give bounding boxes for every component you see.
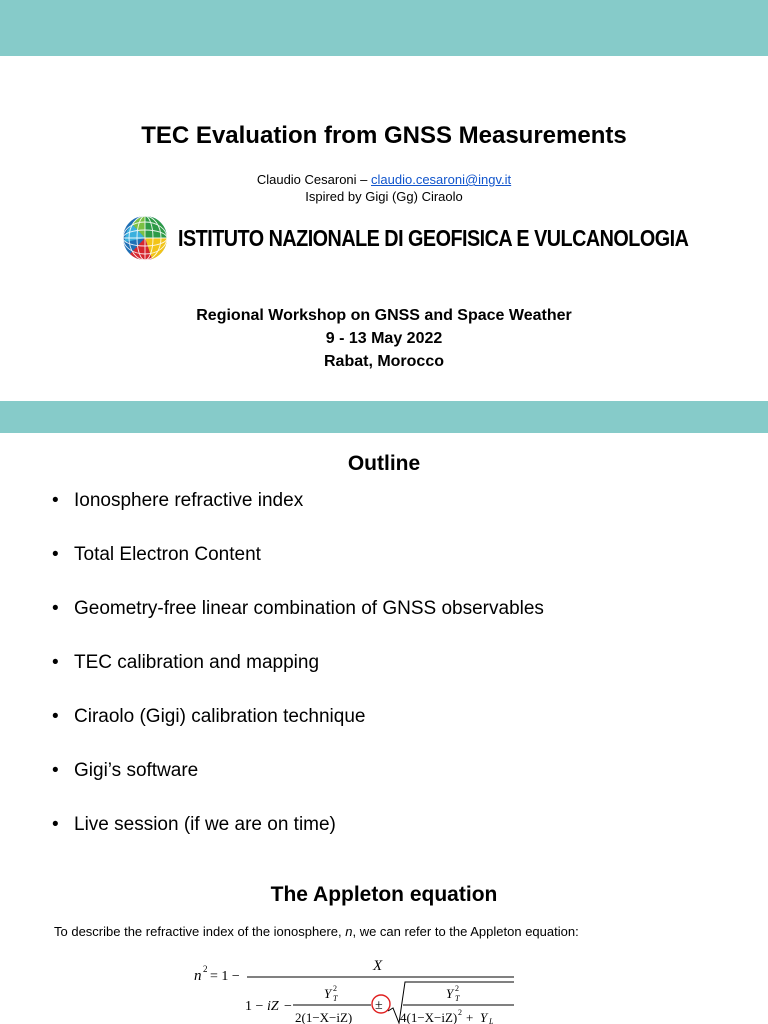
workshop-info [0, 304, 768, 373]
bullet-icon: • [52, 814, 59, 835]
bullet-icon: • [52, 706, 59, 727]
outline-item: • Live session (if we are on time) [52, 802, 752, 856]
outline-item: • Ionosphere refractive index [52, 478, 752, 532]
author-name: Claudio Cesaroni – [256, 172, 372, 187]
slide-title: TEC Evaluation from GNSS Measurements [141, 122, 627, 149]
author-email-link[interactable]: claudio.cesaroni@ingv.it [371, 172, 512, 187]
globe-logo-icon [122, 215, 168, 261]
author-line [0, 172, 768, 187]
svg-text:4(1−X−iZ): 4(1−X−iZ) [400, 1010, 458, 1024]
svg-text:X: X [373, 958, 383, 974]
outline-title: Outline [347, 452, 421, 475]
inspired-by: Ispired by Gigi (Gg) Ciraolo [305, 189, 463, 204]
bullet-icon: • [52, 652, 59, 673]
workshop-title: Regional Workshop on GNSS and Space Weather [196, 307, 572, 324]
svg-text:2: 2 [455, 984, 459, 993]
outline-item: • Ciraolo (Gigi) calibration technique [52, 694, 752, 748]
svg-text:2: 2 [333, 984, 337, 993]
svg-text:−: − [284, 999, 292, 1014]
institute-name: ISTITUTO NAZIONALE DI GEOFISICA E VULCANOLOGIA [178, 224, 689, 251]
svg-text:2: 2 [203, 964, 208, 974]
outline-item: • TEC calibration and mapping [52, 640, 752, 694]
svg-text:Y: Y [446, 986, 454, 1001]
svg-text:n: n [194, 968, 202, 984]
outline-item: • Geometry-free linear combination of GNSS observables [52, 586, 752, 640]
appleton-description: To describe the refractive index of the ionosphere, n, we can refer to the Appleton equation: [54, 924, 579, 939]
bullet-icon: • [52, 760, 59, 781]
svg-text:L: L [489, 1017, 494, 1024]
svg-text:T: T [455, 994, 460, 1003]
svg-text:iZ: iZ [267, 999, 279, 1014]
svg-text:= 1 −: = 1 − [210, 969, 240, 984]
bullet-icon: • [52, 490, 59, 511]
top-header-band [0, 0, 768, 56]
svg-text:+: + [466, 1010, 474, 1024]
workshop-location: Rabat, Morocco [323, 353, 444, 370]
svg-text:T: T [333, 994, 338, 1003]
workshop-dates: 9 - 13 May 2022 [325, 330, 443, 347]
appleton-equation [190, 955, 530, 1024]
appleton-title: The Appleton equation [270, 883, 498, 906]
bullet-icon: • [52, 598, 59, 619]
outline-item: • Gigi’s software [52, 748, 752, 802]
svg-text:Y: Y [480, 1010, 488, 1024]
outline-item: • Total Electron Content [52, 532, 752, 586]
slide-divider-band [0, 401, 768, 433]
bullet-icon: • [52, 544, 59, 565]
svg-text:Y: Y [324, 986, 332, 1001]
svg-text:±: ± [375, 998, 383, 1013]
institute-logo-row [122, 214, 768, 262]
outline-list [52, 478, 752, 856]
svg-text:1 −: 1 − [245, 999, 264, 1014]
svg-text:2: 2 [458, 1008, 462, 1017]
svg-text:2(1−X−iZ): 2(1−X−iZ) [295, 1010, 353, 1024]
